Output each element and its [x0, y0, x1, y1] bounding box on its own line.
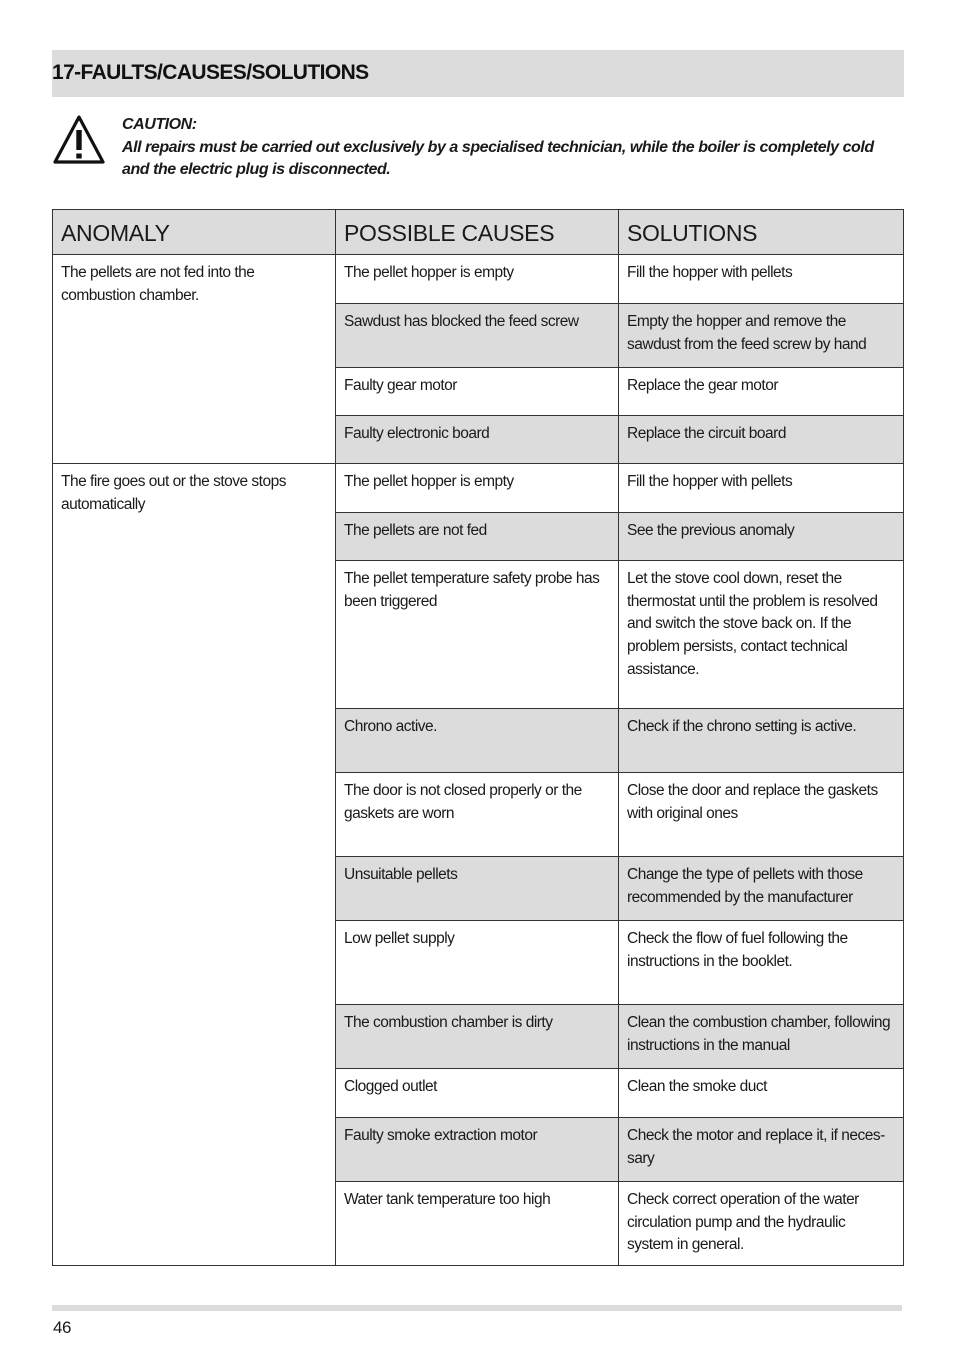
cause-cell: The door is not closed properly or the gaskets are worn	[336, 773, 619, 857]
solution-cell: Clean the smoke duct	[619, 1069, 904, 1118]
solution-cell: Fill the hopper with pellets	[619, 255, 904, 304]
cause-cell: The pellet hopper is empty	[336, 255, 619, 304]
solution-cell: See the previous anomaly	[619, 513, 904, 561]
table-header-row	[53, 210, 904, 255]
cause-cell: Chrono active.	[336, 709, 619, 773]
cause-cell: Faulty smoke extraction motor	[336, 1118, 619, 1182]
cause-cell: The pellet temperature safety probe has been triggered	[336, 561, 619, 709]
footer-divider	[52, 1305, 902, 1311]
section-header	[52, 50, 904, 97]
solution-cell: Check the motor and replace it, if neces-sary	[619, 1118, 904, 1182]
cause-cell: The pellets are not fed	[336, 513, 619, 561]
solution-cell: Check correct operation of the water circulation pump and the hydraulic system in general.	[619, 1182, 904, 1266]
cause-cell: Unsuitable pellets	[336, 857, 619, 921]
cause-cell: Faulty electronic board	[336, 416, 619, 464]
solution-cell: Check the flow of fuel following the instructions in the booklet.	[619, 921, 904, 1005]
header-anomaly: ANOMALY	[53, 210, 336, 255]
solution-cell: Empty the hopper and remove the sawdust from the feed screw by hand	[619, 304, 904, 368]
cause-cell: Low pellet supply	[336, 921, 619, 1005]
cause-cell: The combustion chamber is dirty	[336, 1005, 619, 1069]
solution-cell: Check if the chrono setting is active.	[619, 709, 904, 773]
header-possible-causes: POSSIBLE CAUSES	[336, 210, 619, 255]
caution-notice	[122, 114, 904, 182]
warning-triangle-icon	[52, 114, 106, 166]
solution-cell: Clean the combustion chamber, following instructions in the manual	[619, 1005, 904, 1069]
solution-cell: Change the type of pellets with those recommended by the manufacturer	[619, 857, 904, 921]
table-row	[53, 255, 904, 304]
anomaly-cell: The fire goes out or the stove stops automatically	[53, 464, 336, 1266]
section-title: 17-FAULTS/CAUSES/SOLUTIONS	[52, 61, 369, 84]
solution-cell: Replace the gear motor	[619, 368, 904, 416]
table-row	[53, 464, 904, 513]
anomaly-cell: The pellets are not fed into the combustion chamber.	[53, 255, 336, 464]
cause-cell: The pellet hopper is empty	[336, 464, 619, 513]
cause-cell: Faulty gear motor	[336, 368, 619, 416]
solution-cell: Close the door and replace the gaskets with original ones	[619, 773, 904, 857]
solution-cell: Replace the circuit board	[619, 416, 904, 464]
cause-cell: Sawdust has blocked the feed screw	[336, 304, 619, 368]
faults-table	[52, 209, 904, 1266]
cause-cell: Clogged outlet	[336, 1069, 619, 1118]
page-number: 46	[53, 1318, 72, 1337]
solution-cell: Let the stove cool down, reset the thermostat until the problem is resolved and switch the stove back on. If the problem persists, contact technical assistance.	[619, 561, 904, 709]
solution-cell: Fill the hopper with pellets	[619, 464, 904, 513]
caution-text: All repairs must be carried out exclusively by a specialised technician, while the boiler is completely cold and the electric plug is disconnected.	[122, 138, 874, 178]
caution-heading: CAUTION:	[122, 116, 197, 133]
header-solutions: SOLUTIONS	[619, 210, 904, 255]
cause-cell: Water tank temperature too high	[336, 1182, 619, 1266]
